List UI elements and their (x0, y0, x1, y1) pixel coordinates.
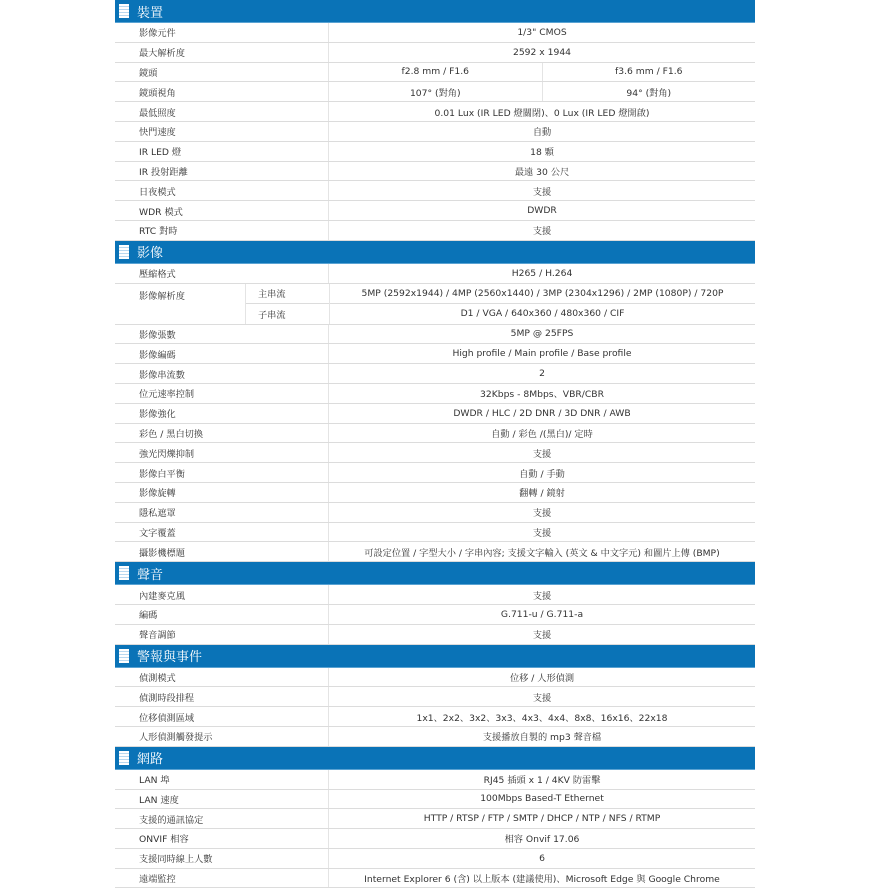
list-icon (119, 4, 129, 18)
spec-label: 人形偵測觸發提示 (139, 732, 213, 744)
section-title: 影像 (137, 246, 164, 262)
spec-value: 翻轉 / 鏡射 (328, 483, 755, 502)
spec-sub-values (329, 284, 755, 324)
spec-row (115, 668, 755, 688)
spec-value: 2592 x 1944 (328, 43, 755, 62)
spec-label: WDR 模式 (139, 206, 183, 218)
spec-row (115, 809, 755, 829)
spec-label: 日夜模式 (139, 186, 176, 198)
spec-row (115, 707, 755, 727)
spec-label: 文字覆蓋 (139, 527, 176, 539)
spec-label: ONVIF 相容 (139, 834, 189, 846)
spec-label: 影像串流數 (139, 369, 185, 381)
spec-value: 1/3" CMOS (328, 23, 755, 42)
spec-value-left: 107° (對角) (409, 87, 461, 99)
spec-label: 位移偵測區域 (139, 712, 195, 724)
spec-value: 支援 (328, 221, 755, 240)
spec-label: 聲音調節 (139, 630, 176, 642)
spec-row (115, 23, 755, 43)
spec-label: 內建麥克風 (139, 590, 185, 602)
spec-value: RJ45 插頭 x 1 / 4KV 防雷擊 (328, 770, 755, 789)
spec-label: RTC 對時 (139, 226, 178, 238)
spec-row (115, 344, 755, 364)
spec-label: 最低照度 (139, 107, 176, 119)
spec-value: 位移 / 人形偵測 (328, 668, 755, 687)
section-title: 網路 (137, 752, 164, 768)
spec-label: 影像編碼 (139, 349, 176, 361)
spec-label: 影像旋轉 (139, 488, 176, 500)
spec-row (115, 63, 755, 83)
spec-row (115, 605, 755, 625)
section-header-network (115, 747, 755, 770)
spec-sub-label-sub-stream: 子串流 (246, 303, 329, 324)
spec-label: 支援的通訊協定 (139, 814, 204, 826)
section-header-audio (115, 562, 755, 585)
spec-sub-label-main-stream: 主串流 (258, 289, 286, 301)
spec-value: 支援 (328, 625, 755, 644)
spec-label: LAN 速度 (139, 794, 179, 806)
spec-value: 支援 (328, 523, 755, 542)
spec-label: 強光閃爍抑制 (139, 448, 195, 460)
spec-value: 5MP (2592x1944) / 4MP (2560x1440) / 3MP (2304x1296) / 2MP (1080P) / 720P (361, 287, 724, 299)
spec-row (115, 790, 755, 810)
spec-value: H265 / H.264 (328, 264, 755, 283)
spec-label: 編碼 (139, 610, 158, 622)
spec-row (115, 181, 755, 201)
spec-value: 支援 (328, 687, 755, 706)
spec-row (115, 404, 755, 424)
spec-value: 自動 / 彩色 /(黑白)/ 定時 (328, 424, 755, 443)
spec-row-multi (115, 284, 755, 325)
spec-value: 自動 / 手動 (328, 463, 755, 482)
spec-table (115, 0, 755, 888)
spec-value: High profile / Main profile / Base profile (328, 344, 755, 363)
section-header-alarm-events (115, 645, 755, 668)
spec-row (115, 849, 755, 869)
spec-row (115, 463, 755, 483)
spec-value-right: f3.6 mm / F1.6 (542, 63, 756, 82)
section-title: 警報與事件 (137, 650, 203, 666)
spec-value: HTTP / RTSP / FTP / SMTP / DHCP / NTP / NFS / RTMP (328, 809, 755, 828)
spec-row (115, 770, 755, 790)
spec-value: 最遠 30 公尺 (328, 162, 755, 181)
list-icon (119, 245, 129, 259)
section-title: 聲音 (137, 567, 164, 583)
spec-row (115, 264, 755, 284)
spec-label: IR LED 燈 (139, 147, 182, 159)
spec-row (115, 82, 755, 102)
spec-row (115, 829, 755, 849)
spec-value: 18 顆 (328, 142, 755, 161)
spec-value: 支援 (328, 443, 755, 462)
spec-label: 彩色 / 黑白切換 (139, 428, 204, 440)
spec-value: DWDR / HLC / 2D DNR / 3D DNR / AWB (328, 404, 755, 423)
spec-label: 位元速率控制 (139, 389, 195, 401)
spec-row (115, 102, 755, 122)
spec-label: 影像元件 (139, 28, 176, 40)
spec-value: DWDR (328, 201, 755, 220)
spec-value: 支援播放自製的 mp3 聲音檔 (328, 727, 755, 746)
spec-row (115, 443, 755, 463)
spec-row (115, 727, 755, 747)
section-header-video (115, 241, 755, 264)
spec-value: 2 (328, 364, 755, 383)
spec-row (115, 142, 755, 162)
spec-row (115, 364, 755, 384)
spec-row (115, 162, 755, 182)
spec-label: 隱私遮罩 (139, 508, 176, 520)
spec-value: 1x1、2x2、3x2、3x3、4x3、4x4、8x8、16x16、22x18 (328, 707, 755, 726)
spec-row (115, 43, 755, 63)
spec-label: 偵測時段排程 (139, 692, 195, 704)
spec-label: 最大解析度 (139, 48, 185, 60)
spec-row (115, 625, 755, 645)
spec-value: G.711-u / G.711-a (328, 605, 755, 624)
spec-label: 壓縮格式 (139, 269, 176, 281)
list-icon (119, 751, 129, 765)
spec-row (115, 424, 755, 444)
spec-label: 鏡頭視角 (139, 87, 176, 99)
spec-row (115, 221, 755, 241)
spec-label: 偵測模式 (139, 672, 176, 684)
spec-label: 影像強化 (139, 409, 176, 421)
spec-value: 6 (328, 849, 755, 868)
spec-value: 相容 Onvif 17.06 (328, 829, 755, 848)
spec-row (115, 483, 755, 503)
spec-value: 支援 (328, 181, 755, 200)
spec-label: 快門速度 (139, 127, 176, 139)
spec-value: 100Mbps Based-T Ethernet (328, 790, 755, 809)
spec-value: 可設定位置 / 字型大小 / 字串內容; 支援文字輸入 (英文 & 中文字元) 和圖片上傳 (BMP) (328, 542, 755, 561)
spec-value: 5MP @ 25FPS (328, 325, 755, 344)
spec-sub-labels (245, 284, 329, 324)
list-icon (119, 566, 129, 580)
spec-label: 攝影機標題 (139, 547, 185, 559)
spec-label: 鏡頭 (139, 67, 158, 79)
spec-label: 遠端監控 (139, 874, 176, 886)
spec-label: LAN 埠 (139, 775, 170, 787)
list-icon (119, 649, 129, 663)
spec-row (115, 122, 755, 142)
spec-row (115, 542, 755, 562)
spec-row (115, 325, 755, 345)
spec-row (115, 503, 755, 523)
spec-value: 支援 (328, 503, 755, 522)
spec-row (115, 687, 755, 707)
spec-row (115, 201, 755, 221)
spec-label: IR 投射距離 (139, 166, 188, 178)
spec-split-value (328, 82, 755, 101)
spec-value: 自動 (328, 122, 755, 141)
spec-label: 影像張數 (139, 329, 176, 341)
spec-row (115, 869, 755, 888)
spec-label: 影像解析度 (139, 290, 185, 302)
spec-value: D1 / VGA / 640x360 / 480x360 / CIF (330, 303, 755, 324)
section-title: 裝置 (137, 5, 164, 21)
spec-value-left: f2.8 mm / F1.6 (401, 66, 469, 78)
spec-value: 支援 (328, 585, 755, 604)
spec-value: 32Kbps - 8Mbps、VBR/CBR (328, 384, 755, 403)
spec-value: 0.01 Lux (IR LED 燈關閉)、0 Lux (IR LED 燈開啟) (328, 102, 755, 121)
section-header-device (115, 0, 755, 23)
spec-split-value (328, 63, 755, 82)
spec-label: 支援同時線上人數 (139, 854, 213, 866)
spec-row (115, 523, 755, 543)
spec-label: 影像白平衡 (139, 468, 185, 480)
spec-value: Internet Explorer 6 (含) 以上版本 (建議使用)、Microsoft Edge 與 Google Chrome (328, 869, 755, 888)
spec-value-right: 94° (對角) (542, 82, 756, 101)
spec-row (115, 384, 755, 404)
spec-row (115, 585, 755, 605)
